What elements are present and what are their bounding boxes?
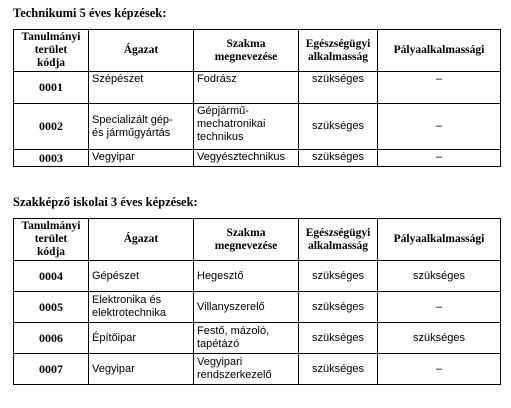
- career-cell: –: [378, 292, 501, 323]
- profession-cell: Gépjármű- mechatronikai technikus: [194, 104, 299, 150]
- career-cell: –: [378, 104, 501, 150]
- section-title-technikum: Technikumi 5 éves képzések:: [13, 6, 167, 20]
- health-cell: szükséges: [299, 354, 378, 385]
- table-row: [14, 261, 501, 292]
- profession-cell: Hegesztő: [194, 261, 299, 292]
- code-cell: 0002: [14, 104, 89, 150]
- profession-cell: Villanyszerelő: [194, 292, 299, 323]
- code-cell: 0007: [14, 354, 89, 385]
- career-cell: szükséges: [378, 261, 501, 292]
- sector-cell: Építőipar: [89, 323, 194, 354]
- header-code: Tanulmányi terület kódja: [14, 30, 89, 72]
- career-cell: –: [378, 72, 501, 104]
- section-title-szakkepzo: Szakképző iskolai 3 éves képzések:: [13, 195, 198, 209]
- sector-cell: Elektronika és elektrotechnika: [89, 292, 194, 323]
- header-sector: Ágazat: [89, 30, 194, 72]
- health-cell: szükséges: [299, 323, 378, 354]
- header-profession: Szakma megnevezése: [194, 219, 299, 261]
- sector-cell: Vegyipar: [89, 150, 194, 167]
- table-row: [14, 354, 501, 385]
- code-cell: 0001: [14, 72, 89, 104]
- header-career: Pályaalkalmassági: [378, 219, 501, 261]
- code-cell: 0006: [14, 323, 89, 354]
- header-sector: Ágazat: [89, 219, 194, 261]
- health-cell: szükséges: [299, 104, 378, 150]
- career-cell: –: [378, 354, 501, 385]
- sector-cell: Specializált gép- és járműgyártás: [89, 104, 194, 150]
- code-cell: 0005: [14, 292, 89, 323]
- career-cell: szükséges: [378, 323, 501, 354]
- table-row: [14, 323, 501, 354]
- profession-cell: Festő, mázoló, tapétázó: [194, 323, 299, 354]
- profession-cell: Vegyipari rendszerkezelő: [194, 354, 299, 385]
- health-cell: szükséges: [299, 72, 378, 104]
- table-szakkepzo: [13, 218, 501, 385]
- table-row: [14, 150, 501, 167]
- sector-cell: Szépészet: [89, 72, 194, 104]
- header-code: Tanulmányi terület kódja: [14, 219, 89, 261]
- code-cell: 0003: [14, 150, 89, 167]
- header-profession: Szakma megnevezése: [194, 30, 299, 72]
- table-row: [14, 104, 501, 150]
- header-career: Pályaalkalmassági: [378, 30, 501, 72]
- table-row: [14, 292, 501, 323]
- header-health: Egészségügyi alkalmasság: [299, 219, 378, 261]
- career-cell: –: [378, 150, 501, 167]
- table-technikum: [13, 29, 501, 167]
- table-header-row: [14, 219, 501, 261]
- table-row: [14, 72, 501, 104]
- health-cell: szükséges: [299, 261, 378, 292]
- header-health: Egészségügyi alkalmasság: [299, 30, 378, 72]
- sector-cell: Vegyipar: [89, 354, 194, 385]
- profession-cell: Fodrász: [194, 72, 299, 104]
- health-cell: szükséges: [299, 150, 378, 167]
- sector-cell: Gépészet: [89, 261, 194, 292]
- table-header-row: [14, 30, 501, 72]
- health-cell: szükséges: [299, 292, 378, 323]
- code-cell: 0004: [14, 261, 89, 292]
- profession-cell: Vegyésztechnikus: [194, 150, 299, 167]
